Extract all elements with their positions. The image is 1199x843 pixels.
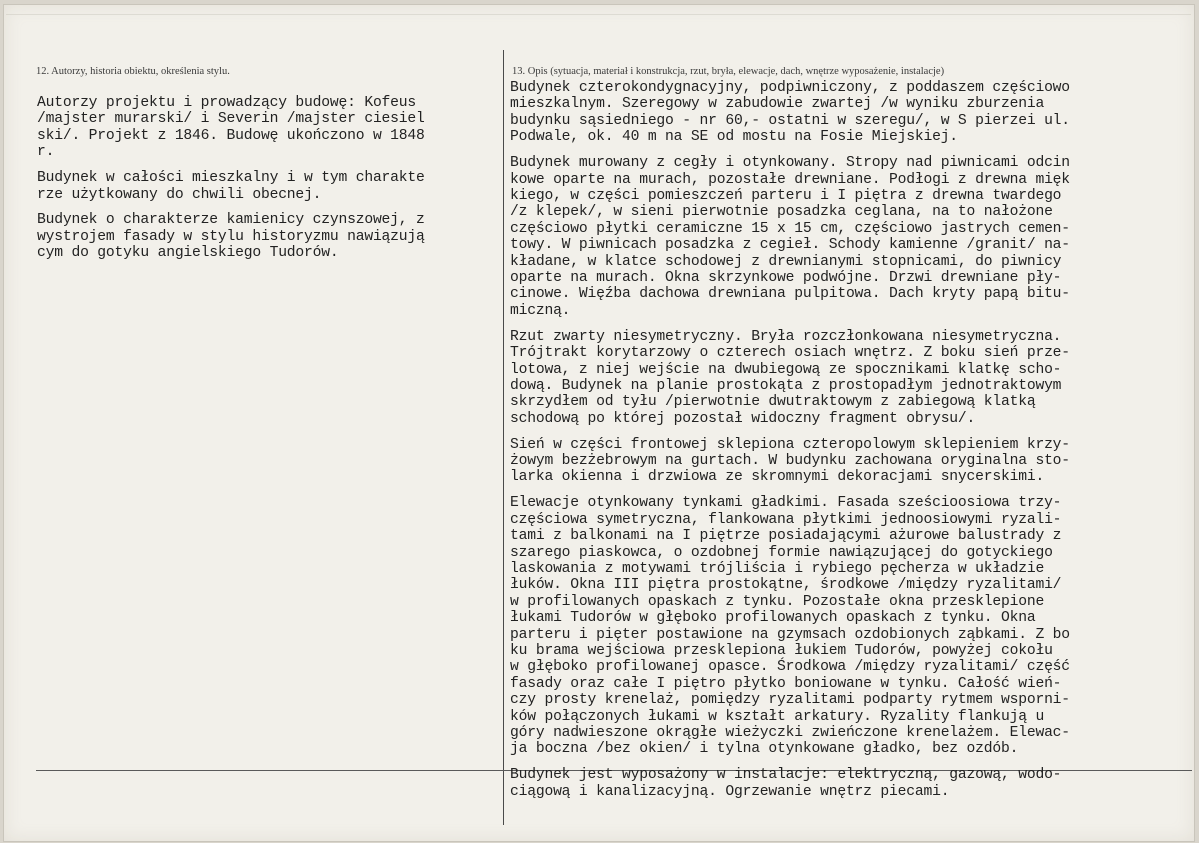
- text-line: częściowa symetryczna, flankowana płytkimi jednoosiowymi ryzali-: [510, 511, 1062, 528]
- text-line: lotowa, z niej wejście na dwubiegową ze spocznikami klatkę scho-: [510, 361, 1062, 378]
- text-line: Rzut zwarty niesymetryczny. Bryła rozczłonkowana niesymetryczna.: [510, 328, 1062, 345]
- text-line: Budynek o charakterze kamienicy czynszowej, z: [37, 212, 425, 229]
- text-line: łuków. Okna III piętra prostokątne, środkowe /między ryzalitami/: [510, 577, 1062, 594]
- text-line: czy prosty krenelaż, pomiędzy ryzalitami podparty rytmem wsporni-: [510, 692, 1070, 709]
- text-line: szarego piaskowca, o ozdobnej formie nawiązującej do gotyckiego: [510, 544, 1053, 561]
- text-line: tami z balkonami na I piętrze posiadającymi ażurowe balustrady z: [510, 528, 1062, 545]
- text-line: częściowo płytki ceramiczne 15 x 15 cm, częściowo jastrych cemen-: [510, 220, 1070, 237]
- text-line: Elewacje otynkowany tynkami gładkimi. Fasada sześcioosiowa trzy-: [510, 495, 1062, 512]
- text-line: towy. W piwnicach posadzka z cegieł. Schody kamienne /granit/ na-: [510, 237, 1070, 254]
- text-line: Sień w części frontowej sklepiona czteropolowym sklepieniem krzy-: [510, 436, 1070, 453]
- paragraph: [510, 155, 1192, 319]
- section-13-text: [510, 80, 1192, 810]
- text-line: wystrojem fasady w stylu historyzmu nawiązują: [37, 228, 425, 245]
- text-line: r.: [37, 144, 55, 161]
- text-line: w profilowanych opaskach z tynku. Pozostałe okna przesklepione: [510, 593, 1045, 610]
- text-line: oparte na murach. Okna skrzynkowe podwójne. Drzwi drewniane pły-: [510, 269, 1062, 286]
- section-12-heading: 12. Autorzy, historia obiektu, określenia stylu.: [36, 66, 230, 77]
- text-line: dową. Budynek na planie prostokąta z prostopadłym jednotraktowym: [510, 377, 1062, 394]
- text-line: Budynek czterokondygnacyjny, podpiwniczony, z poddaszem częściowo: [510, 80, 1070, 96]
- text-line: łukami Tudorów w głęboko profilowanych opaskach z tynku. Okna: [510, 610, 1036, 627]
- text-line: larka okienna i drzwiowa ze skromnymi dekoracjami snycerskimi.: [510, 469, 1045, 486]
- text-line: góry nadwieszone okrągłe wieżyczki zwieńczone krenelażem. Elewac-: [510, 725, 1070, 742]
- text-line: laskowania z motywami trójliścia i rybiego pęcherza w układzie: [510, 560, 1045, 577]
- paragraph: [510, 437, 1192, 486]
- paragraph: [37, 95, 479, 161]
- text-line: cym do gotyku angielskiego Tudorów.: [37, 245, 339, 262]
- paragraph: [510, 329, 1192, 427]
- card-edge-line: [6, 14, 1191, 15]
- section-12-text: [37, 95, 479, 271]
- text-line: /z klepek/, w sieni pierwotnie posadzka ceglana, na to nałożone: [510, 204, 1053, 221]
- text-line: Trójtrakt korytarzowy o czterech osiach wnętrz. Z boku sień prze-: [510, 345, 1070, 362]
- text-line: mieszkalnym. Szeregowy w zabudowie zwartej /w wyniku zburzenia: [510, 96, 1045, 113]
- text-line: schodową po której pozostał widoczny fragment obrysu/.: [510, 410, 976, 427]
- paragraph: [37, 212, 479, 261]
- paragraph: [510, 80, 1192, 146]
- text-line: Budynek murowany z cegły i otynkowany. Stropy nad piwnicami odcin: [510, 155, 1070, 172]
- text-line: /majster murarski/ i Severin /majster ciesiel: [37, 111, 425, 128]
- text-line: żowym bezżebrowym na gurtach. W budynku zachowana oryginalna sto-: [510, 453, 1070, 470]
- text-line: budynku sąsiedniego - nr 60,- ostatni w szeregu/, w S pierzei ul.: [510, 112, 1070, 129]
- paragraph: [510, 495, 1192, 758]
- paragraph: [37, 170, 479, 203]
- text-line: Budynek jest wyposażony w instalacje: elektryczną, gazową, wodo-: [510, 767, 1062, 784]
- text-line: ja boczna /bez okien/ i tylna otynkowane gładko, bez ozdób.: [510, 741, 1019, 758]
- text-line: skrzydłem od tyłu /pierwotnie dwutraktowym z zabiegową klatką: [510, 394, 1036, 411]
- text-line: Autorzy projektu i prowadzący budowę: Kofeus: [37, 95, 417, 111]
- text-line: parteru i pięter postawione na gzymsach ozdobionych ząbkami. Z bo: [510, 626, 1070, 643]
- paragraph: [510, 767, 1192, 800]
- text-line: w głęboko profilowanej opasce. Środkowa /między ryzalitami/ część: [510, 659, 1070, 676]
- text-line: kowe oparte na murach, pozostałe drewniane. Podłogi z drewna mięk: [510, 171, 1070, 188]
- text-line: cinowe. Więźba dachowa drewniana pulpitowa. Dach kryty papą bitu-: [510, 286, 1070, 303]
- text-line: ciągową i kanalizacyjną. Ogrzewanie wnętrz piecami.: [510, 783, 950, 800]
- text-line: kiego, w części pomieszczeń parteru i I piętra z drewna twardego: [510, 187, 1062, 204]
- text-line: ski/. Projekt z 1846. Budowę ukończono w 1848: [37, 127, 425, 144]
- text-line: Budynek w całości mieszkalny i w tym charakte: [37, 170, 425, 187]
- text-line: miczną.: [510, 302, 571, 319]
- column-divider: [503, 50, 504, 825]
- text-line: ku brama wejściowa przesklepiona łukiem Tudorów, powyżej cokołu: [510, 643, 1053, 659]
- text-line: ków połączonych łukami w kształt arkatury. Ryzality flankują u: [510, 708, 1045, 725]
- text-line: rze użytkowany do chwili obecnej.: [37, 186, 322, 203]
- section-13-heading: 13. Opis (sytuacja, materiał i konstrukcja, rzut, bryła, elewacje, dach, wnętrze wyposażenie, instalacje): [512, 66, 945, 77]
- text-line: kładane, w klatce schodowej z drewnianymi stopnicami, do piwnicy: [510, 253, 1062, 270]
- text-line: Podwale, ok. 40 m na SE od mostu na Fosie Miejskiej.: [510, 129, 958, 146]
- text-line: fasady oraz całe I piętro płytko boniowane w tynku. Całość wień-: [510, 675, 1062, 692]
